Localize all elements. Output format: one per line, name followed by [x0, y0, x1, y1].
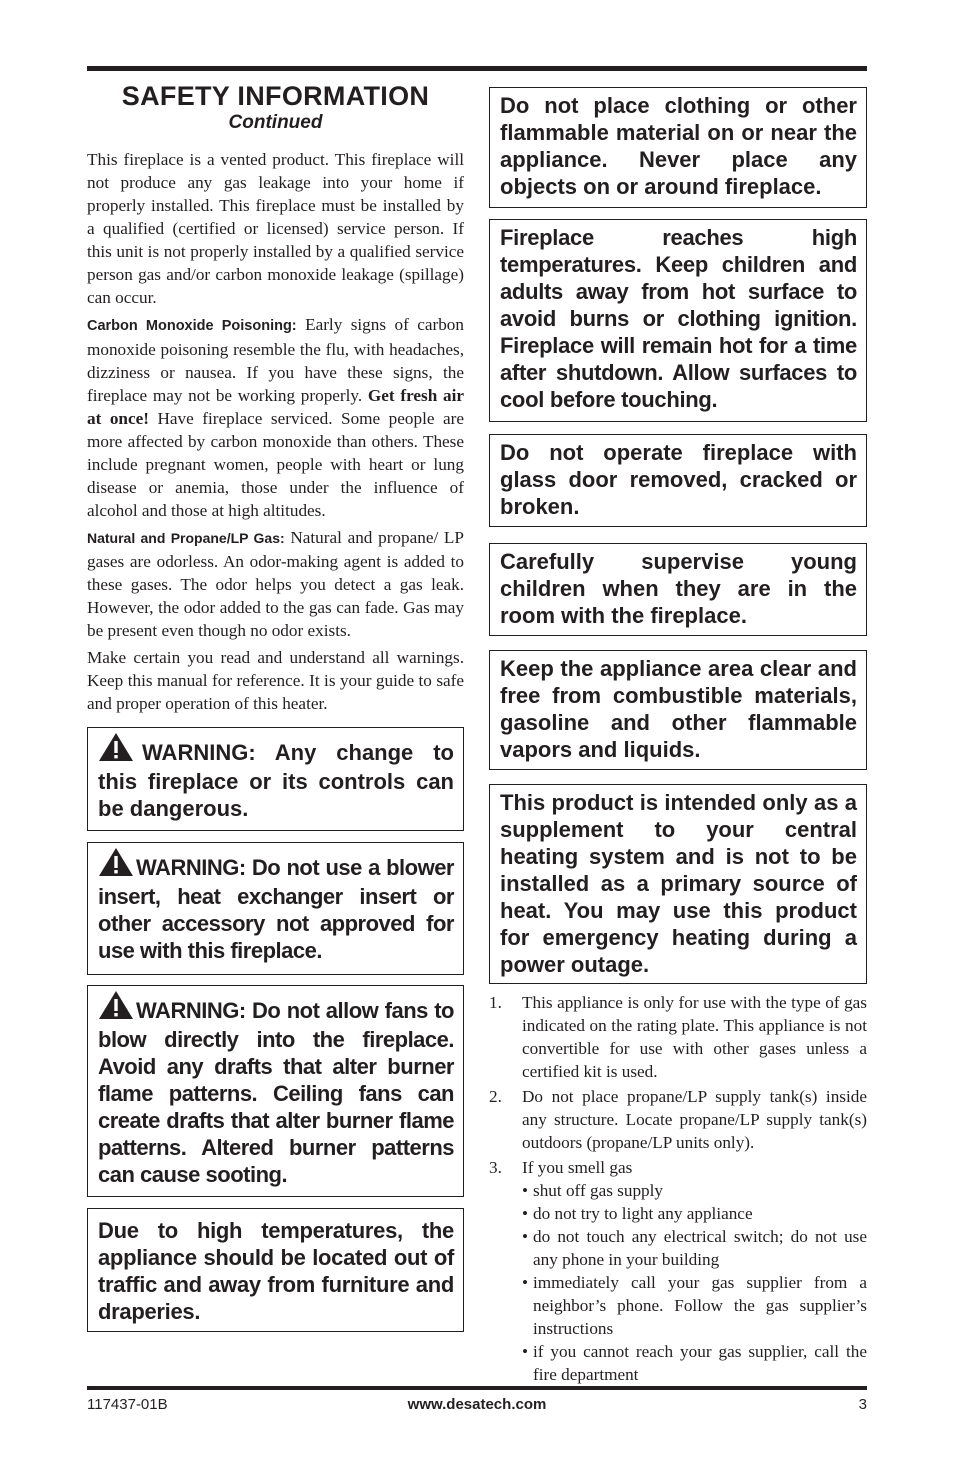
bullet-item: • do not try to light any appliance	[522, 1204, 753, 1223]
gas-paragraph	[87, 526, 464, 642]
hot-surface-text: Fireplace reaches high temperatures. Keep children and adults away from hot surface to avoid burns or clothing ignition. Fireplace will remain hot for a time after shutdown. Allow surfaces to cool before touching.	[500, 225, 857, 412]
list-item: 2. Do not place propane/LP supply tank(s) inside any structure. Locate propane/LP supply tank(s) outdoors (propane/LP units only).	[489, 1087, 867, 1152]
co-paragraph	[87, 313, 464, 522]
warning-triangle-icon	[98, 732, 134, 768]
supervise-box	[489, 543, 867, 636]
bullet-item: • do not touch any electrical switch; do not use any phone in your building	[522, 1227, 867, 1269]
warning-text-3: WARNING: Do not allow fans to blow directly into the fireplace. Avoid any drafts that alter burner flame patterns. Ceiling fans can create drafts that alter burner flame patterns. Altered burner patterns can cause sooting.	[98, 998, 454, 1187]
co-lead: Carbon Monoxide Poisoning:	[87, 318, 297, 334]
left-column	[87, 80, 464, 719]
list-item: 3. If you smell gas • shut off gas supply • do not try to light any appliance • do not touch any electrical switch; do not use any phone in your building • immediately call your gas supplier from a neighbor’s phone. Follow the gas supplier’s instructions • if you cannot reach your gas supplier, call the fire department	[489, 1158, 867, 1384]
gas-text: Natural and propane/ LP gases are odorless. An odor-making agent is added to these gases. The odor helps you detect a gas leak. However, the odor added to the gas can fade. Gas may be present even though no odor exists.	[87, 528, 464, 640]
co-bold: Get fresh air at once!	[87, 386, 465, 428]
clear-area-box	[489, 650, 867, 770]
warning-text-2: WARNING: Do not use a blower insert, heat exchanger insert or other accessory not approved for use with this fireplace.	[98, 855, 454, 963]
website-link[interactable]: www.desatech.com	[407, 1396, 547, 1413]
bottom-rule	[87, 1386, 867, 1390]
warning-box-3	[87, 985, 464, 1197]
section-title: SAFETY INFORMATION	[121, 81, 430, 111]
temps-box	[87, 1208, 464, 1332]
list-item: 1. This appliance is only for use with the type of gas indicated on the rating plate. This appliance is not convertible for use with other gases unless a certified kit is used.	[489, 993, 867, 1081]
gas-smell-bullets	[522, 1179, 867, 1386]
intro-paragraph: This fireplace is a vented product. This fireplace will not produce any gas leakage into your home if properly installed. This fireplace must be installed by a qualified (certified or licensed) service person. If this unit is not properly installed by a qualified service person gas and/or carbon monoxide leakage (spillage) can occur.	[87, 150, 464, 307]
top-rule	[87, 66, 867, 71]
supervise-text: Carefully supervise young children when they are in the room with the fireplace.	[500, 549, 857, 628]
clothing-text: Do not place clothing or other flammable material on or near the appliance. Never place any objects on or around fireplace.	[500, 93, 857, 199]
warning-text-1: WARNING: Any change to this fireplace or its controls can be dangerous.	[98, 740, 454, 821]
warning-box-2	[87, 842, 464, 975]
supplement-box	[489, 784, 867, 984]
clothing-box	[489, 87, 867, 208]
gas-lead: Natural and Propane/LP Gas:	[87, 530, 285, 546]
warning-triangle-icon	[98, 847, 134, 883]
bullet-item: • immediately call your gas supplier from a neighbor’s phone. Follow the gas supplier’s instructions	[522, 1273, 867, 1338]
glass-door-text: Do not operate fireplace with glass door removed, cracked or broken.	[500, 440, 857, 519]
safety-list	[489, 991, 867, 1388]
section-subtitle: Continued	[228, 112, 323, 133]
supplement-text: This product is intended only as a supplement to your central heating system and is not to be installed as a primary source of heat. You may use this product for emergency heating during a power outage.	[500, 790, 857, 977]
page-number: 3	[858, 1396, 867, 1413]
document-number: 117437-01B	[87, 1396, 168, 1413]
glass-door-box	[489, 434, 867, 527]
co-text-1: Early signs of carbon monoxide poisoning resemble the flu, with headaches, dizziness or nausea. If you have these signs, the fireplace may not be working properly.	[87, 315, 464, 405]
co-text-2: Have fireplace serviced. Some people are more affected by carbon monoxide than others. These include pregnant women, people with heart or lung disease or anemia, those under the influence of alcohol and those at high altitudes.	[87, 409, 465, 520]
bullet-item: • shut off gas supply	[522, 1181, 664, 1200]
clear-area-text: Keep the appliance area clear and free from combustible materials, gasoline and other flammable vapors and liquids.	[500, 656, 857, 762]
warning-box-1	[87, 727, 464, 831]
read-paragraph: Make certain you read and understand all warnings. Keep this manual for reference. It is your guide to safe and proper operation of this heater.	[87, 648, 464, 713]
temps-text: Due to high temperatures, the appliance should be located out of traffic and away from furniture and draperies.	[98, 1218, 454, 1324]
warning-triangle-icon	[98, 990, 134, 1026]
hot-surface-box	[489, 219, 867, 422]
bullet-item: • if you cannot reach your gas supplier, call the fire department	[522, 1342, 867, 1384]
